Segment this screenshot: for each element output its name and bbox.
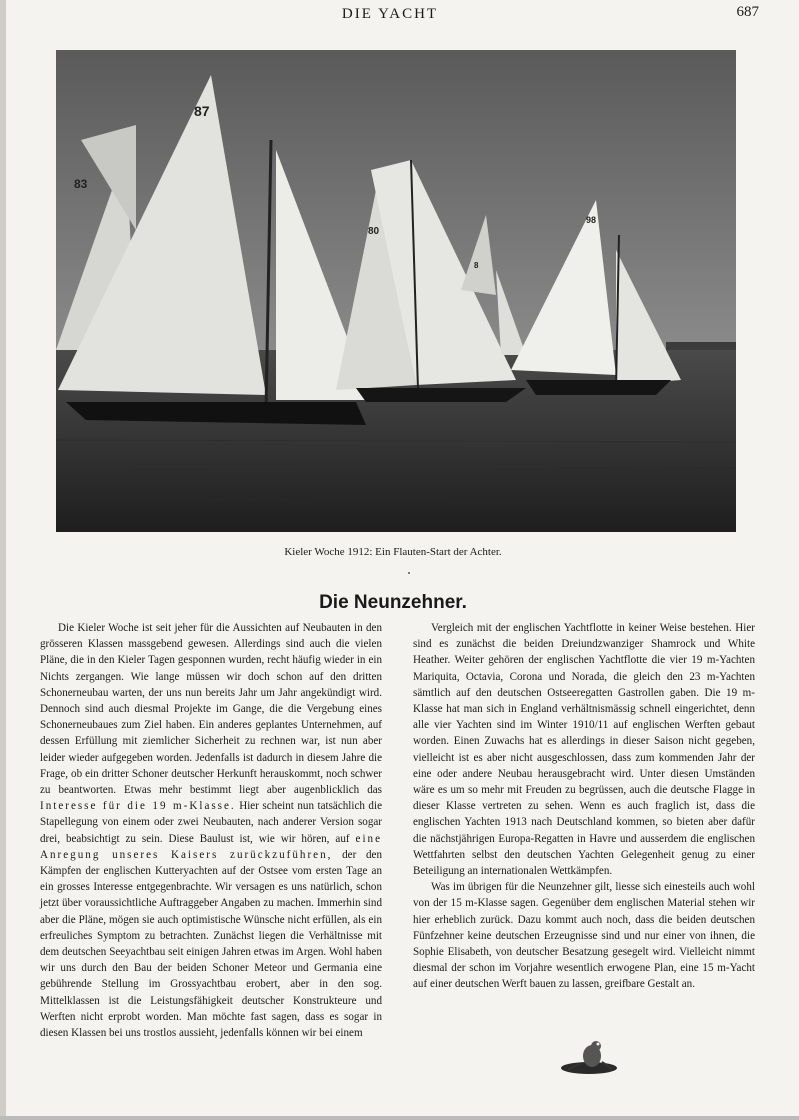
page-header (0, 6, 799, 28)
article-left-column (40, 620, 382, 1041)
paragraph: Vergleich mit der englischen Yachtflotte in keiner Weise bestehen. Hier sind es zunächst die beiden Dreiundzwanziger Shamrock und White Heather. Weiter gehören der englischen Yachtflotte die vier 19 m-Yachten Mariquita, Octavia, Corona und Norada, die gleich den 23 m-Yachten sämtlich auf den deutschen Ostseeregatten Gastrollen gaben. Die 19 m-Klasse hat man sich in England verhältnismässig schnell eingerichtet, denn alle vier Yachten sind im Winter 1910/11 auf englischen Werften gebaut worden. Einen Zuwachs hat es allerdings in dieser Saison nicht gegeben, vielleicht ist es aber nicht ausgeschlossen, dass zum kommenden Jahr der eine oder andere Neubau herausgebracht wird. Unter diesen Umständen wäre es um so mehr mit Freuden zu begrüssen, auch die deutsche Flagge in dieser Klasse vertreten zu sehen. Wenn es auch fraglich ist, dass die englischen Yachten 1913 nach Deutschland kommen, so bieten aber dafür die nächstjährigen Europa-Regatten in Havre und ausserdem die englischen Wettfahrten selbst den deutschen Yachten Gelegenheit genug zu einer Beteiligung an internationalen Wettkämpfen. (413, 622, 755, 878)
sail-number-83: 83 (74, 177, 88, 191)
page-left-edge (0, 0, 6, 1120)
sail-number-80: 80 (368, 226, 380, 237)
page-number: 687 (736, 4, 759, 20)
text-run: der den Kämpfen der englischen Kutteryachten auf der Ostsee vom ersten Tage an ein grosses Interesse entgegenbrachte. Wir versagen es uns natürlich, schon jetzt über voraussichtliche Auftraggeber Angaben zu machen. Immerhin sind aber die Pläne, mögen sie auch optimistische Wünsche nicht erfüllen, als ein erfreuliches Symptom zu betrachten. Zunächst liegen die Verhältnisse mit dem deutschen Seeyachtbau seit einigen Jahren etwas im Argen. Wohl haben wir uns durch den Bau der beiden Schoner Meteor und Germania eine gebührende Stellung im Grossyachtbau erobert, aber in den sog. Mittelklassen ist die Leistungsfähigkeit deutscher Konstrukteure und Werften nicht erprobt worden. Man möchte fast sagen, dass es sogar in diesen Klassen bei uns trostlos aussieht, jedenfalls können wir bei einem (40, 848, 382, 1040)
text-run: Hier scheint nun tatsächlich die Stapellegung von einem oder zwei Neubauten, nach anderer Version sogar drei, beabsichtigt zu sein. Diese Baulust ist, wie wir hören, auf (40, 800, 382, 845)
photo-caption: Kieler Woche 1912: Ein Flauten-Start der Achter. (284, 546, 502, 558)
journal-title: DIE YACHT (341, 6, 439, 22)
paragraph: Was im übrigen für die Neunzehner gilt, liesse sich einesteils auch wohl von der 15 m-Klasse sagen. Gegenüber dem englischen Material stehen wir hier erheblich zurück. Dazu kommt auch noch, dass die beiden deutschen Fünfzehner keine deutschen Erzeugnisse sind und nur einer von ihnen, die Sophie Elisabeth, von deutscher Besatzung gesegelt wird. Vielleicht nimmt diesmal der schon im Vorjahre wesentlich erwogene Plan, eine 15 m-Yacht auf einer deutschen Werft bauen zu lassen, greifbare Gestalt an. (413, 881, 755, 991)
separator-dot (408, 572, 410, 574)
sailboats-illustration (56, 50, 736, 532)
sail-number-98: 98 (586, 215, 597, 225)
sail-number-8: 8 (474, 261, 479, 270)
article-title: Die Neunzehner. (319, 592, 467, 613)
regatta-photo (56, 50, 736, 532)
emphasized-text: Interesse für die 19 m-Klasse. (40, 800, 236, 813)
sail-number-87: 87 (194, 103, 210, 119)
paragraph (40, 620, 382, 1041)
page-bottom-edge (0, 1116, 799, 1120)
article-right-column (413, 620, 755, 993)
text-run: Die Kieler Woche ist seit jeher für die Aussichten auf Neubauten in den grösseren Klassen massgebend gewesen. Allerdings sind auch die vielen Pläne, die in den Kieler Tagen gesponnen wurden, recht häufig wieder in ein Nichts zergangen. Wie lange müssen wir doch schon auf den dritten Schonerneubau warten, der uns nun bereits Jahr um Jahr angekündigt wird. Dennoch sind auch diesmal Projekte im Gange, die die Vergebung eines Schonerneubaues zum Ziel haben. Ein anderes geplantes Unternehmen, auf dessen Erfüllung mit ziemlicher Sicherheit zu rechnen war, ist nun aber leider wieder aufgegeben worden. Jedenfalls ist dadurch in diesem Jahre die Frage, ob ein dritter Schoner deutscher Herkunft herauskommt, noch schwer zu beantworten. Etwas mehr bestimmt liegt aber augenblicklich das (40, 622, 382, 797)
emphasized-text: eine Anregung unseres Kaisers zurückzuführen, (40, 832, 382, 861)
frog-on-lilypad-ornament (558, 1036, 620, 1076)
